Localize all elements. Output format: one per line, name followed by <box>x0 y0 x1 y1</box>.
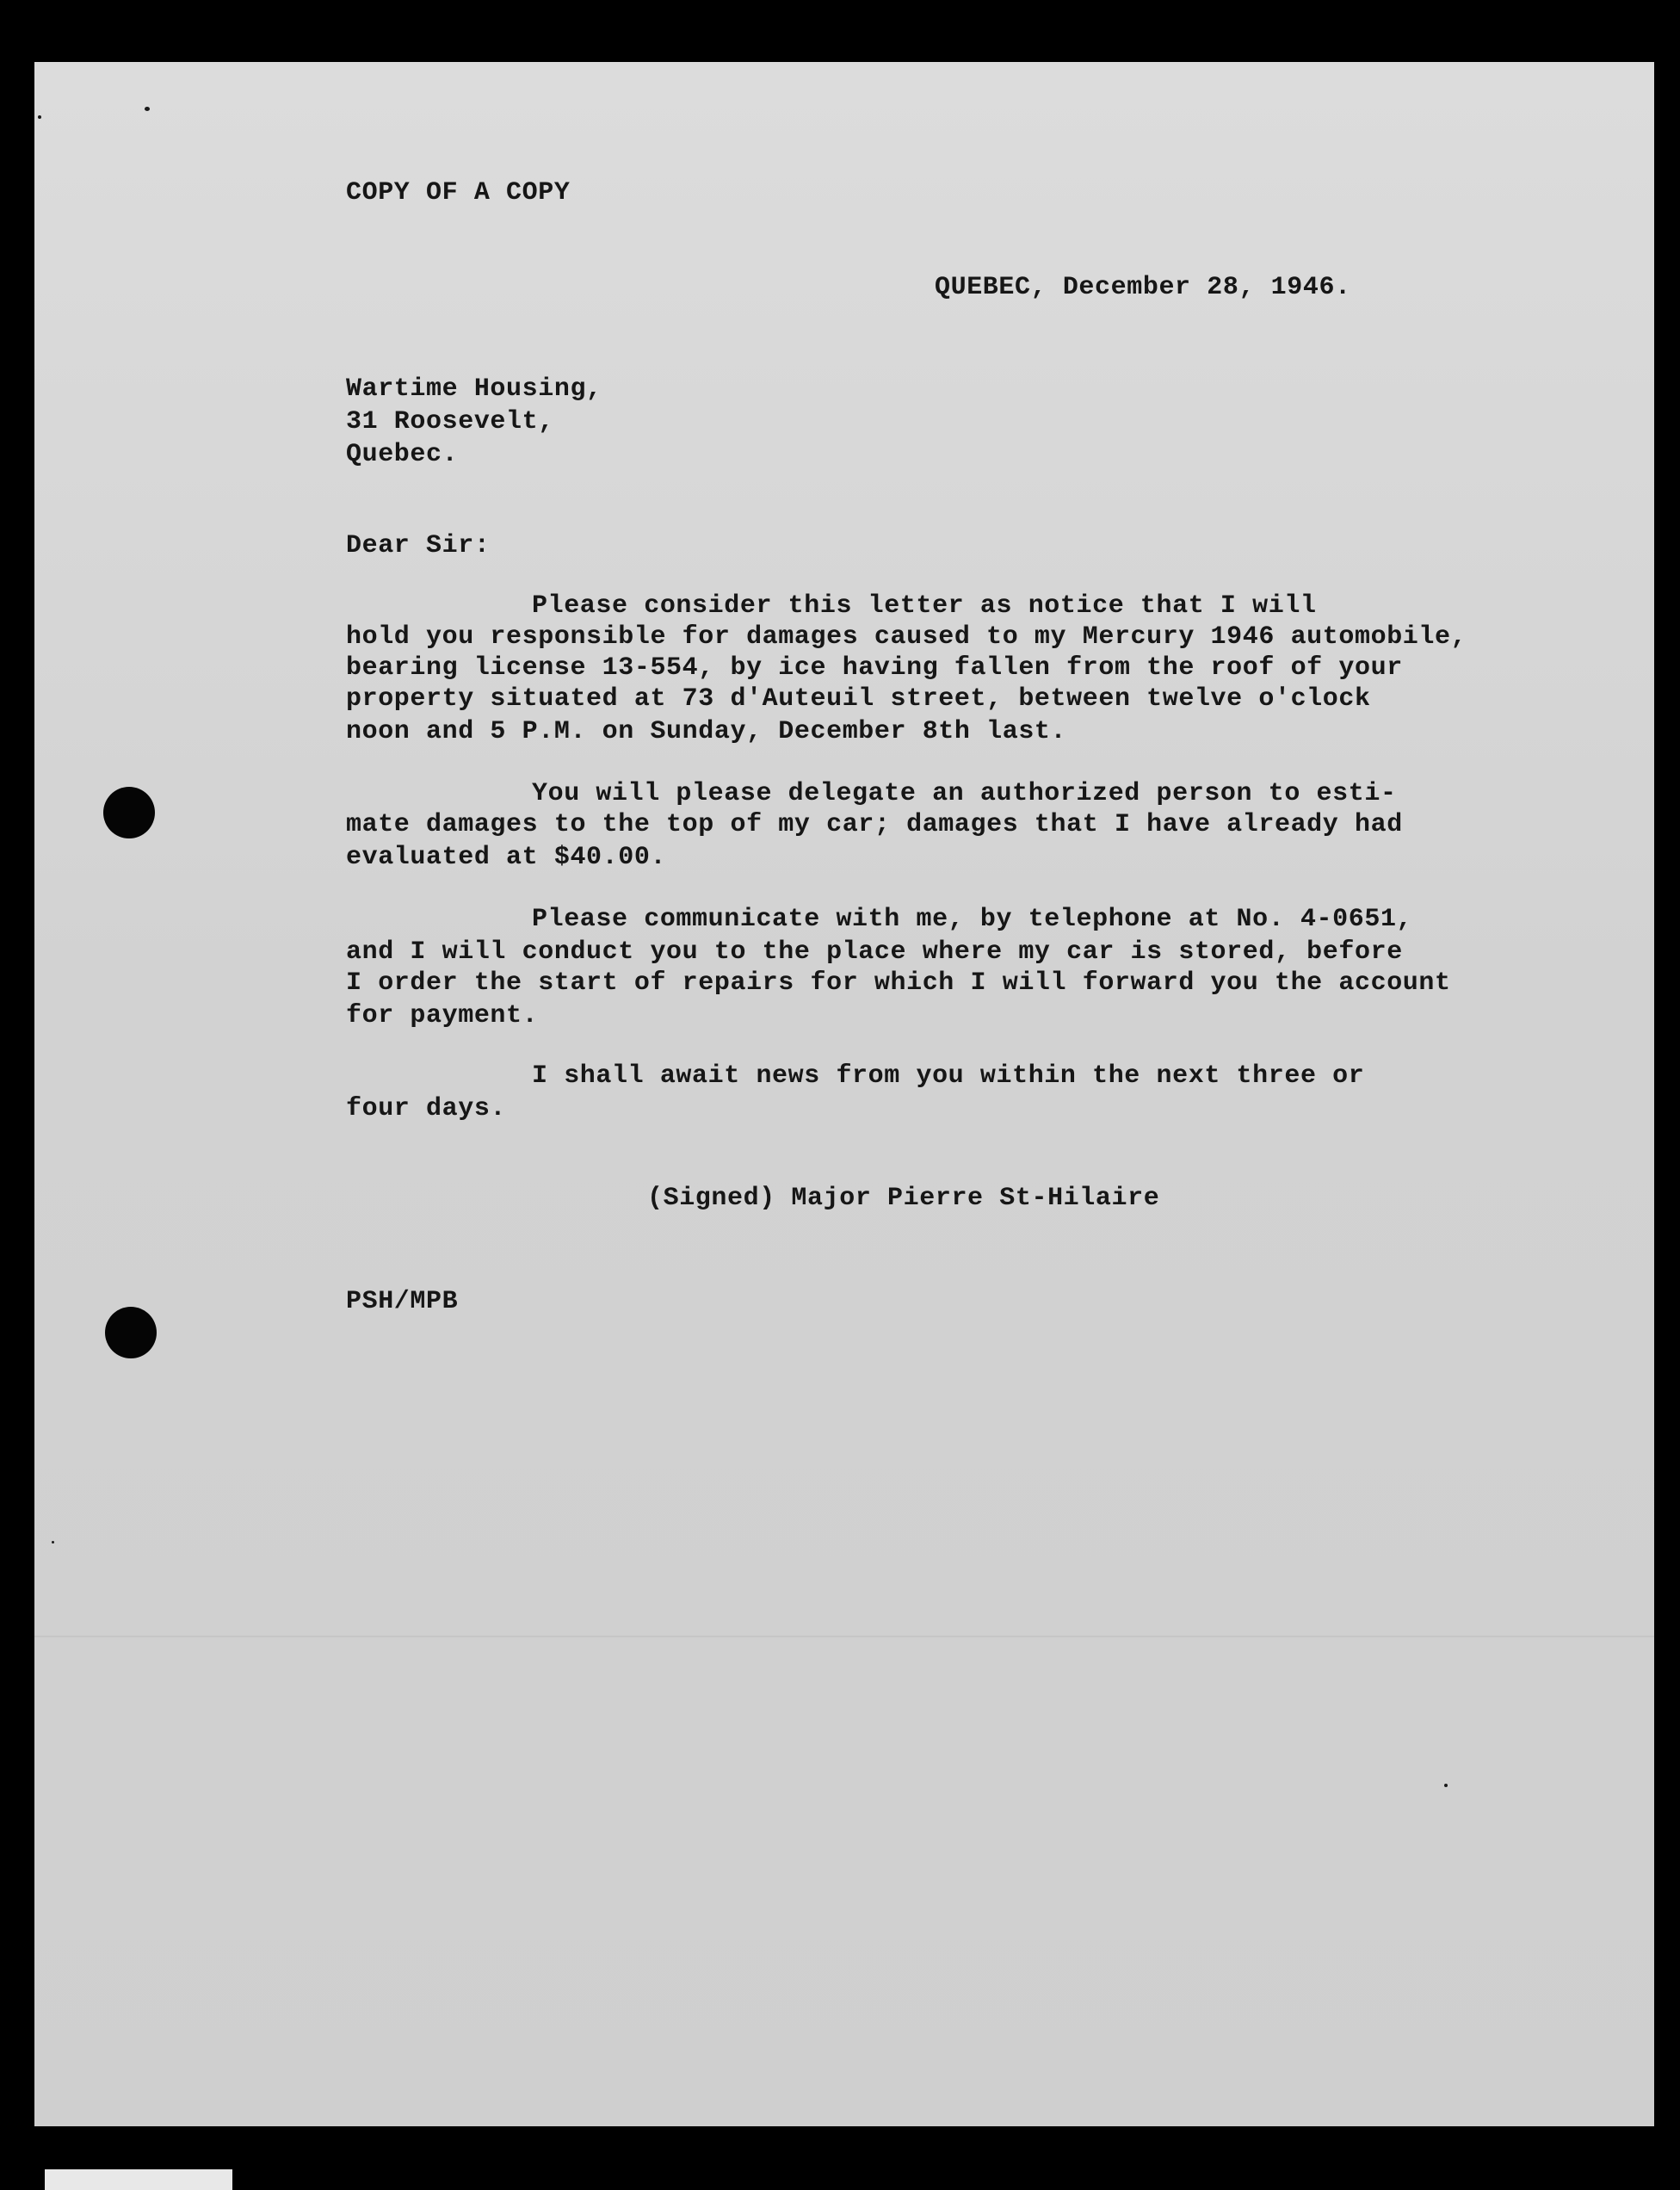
letter-page <box>34 62 1654 2126</box>
dust-speck <box>38 115 41 119</box>
paragraph-1-line-5: noon and 5 P.M. on Sunday, December 8th last. <box>346 717 1067 746</box>
punch-hole-upper <box>103 787 155 838</box>
page-fold-line <box>34 1636 1654 1637</box>
dust-speck <box>1444 1784 1448 1787</box>
paragraph-4-line-1: I shall await news from you within the next three or <box>532 1061 1365 1091</box>
date-line: QUEBEC, December 28, 1946. <box>935 273 1351 302</box>
paragraph-1-line-1: Please consider this letter as notice that I will <box>532 591 1317 621</box>
paragraph-2-line-3: evaluated at $40.00. <box>346 843 667 872</box>
reference-initials: PSH/MPB <box>346 1287 459 1316</box>
punch-hole-lower <box>105 1307 157 1358</box>
paragraph-1-line-2: hold you responsible for damages caused to my Mercury 1946 automobile, <box>346 622 1467 652</box>
salutation: Dear Sir: <box>346 531 491 560</box>
dust-speck <box>145 107 150 111</box>
paragraph-1-line-4: property situated at 73 d'Auteuil street, between twelve o'clock <box>346 684 1371 714</box>
header-note: COPY OF A COPY <box>346 178 571 207</box>
paragraph-3-line-4: for payment. <box>346 1001 539 1030</box>
paragraph-2-line-2: mate damages to the top of my car; damages that I have already had <box>346 810 1403 839</box>
dust-speck <box>52 1541 54 1544</box>
signature-line: (Signed) Major Pierre St-Hilaire <box>647 1184 1160 1213</box>
paragraph-3-line-3: I order the start of repairs for which I will forward you the account <box>346 968 1451 998</box>
paragraph-3-line-2: and I will conduct you to the place where my car is stored, before <box>346 937 1403 967</box>
paragraph-1-line-3: bearing license 13-554, by ice having fallen from the roof of your <box>346 653 1403 683</box>
paragraph-4-line-2: four days. <box>346 1094 507 1123</box>
film-frame-label-strip <box>45 2169 232 2190</box>
paragraph-2-line-1: You will please delegate an authorized person to esti- <box>532 779 1397 808</box>
recipient-line-1: Wartime Housing, <box>346 374 602 404</box>
recipient-line-2: 31 Roosevelt, <box>346 407 554 436</box>
paragraph-3-line-1: Please communicate with me, by telephone at No. 4-0651, <box>532 905 1413 934</box>
recipient-line-3: Quebec. <box>346 440 459 469</box>
